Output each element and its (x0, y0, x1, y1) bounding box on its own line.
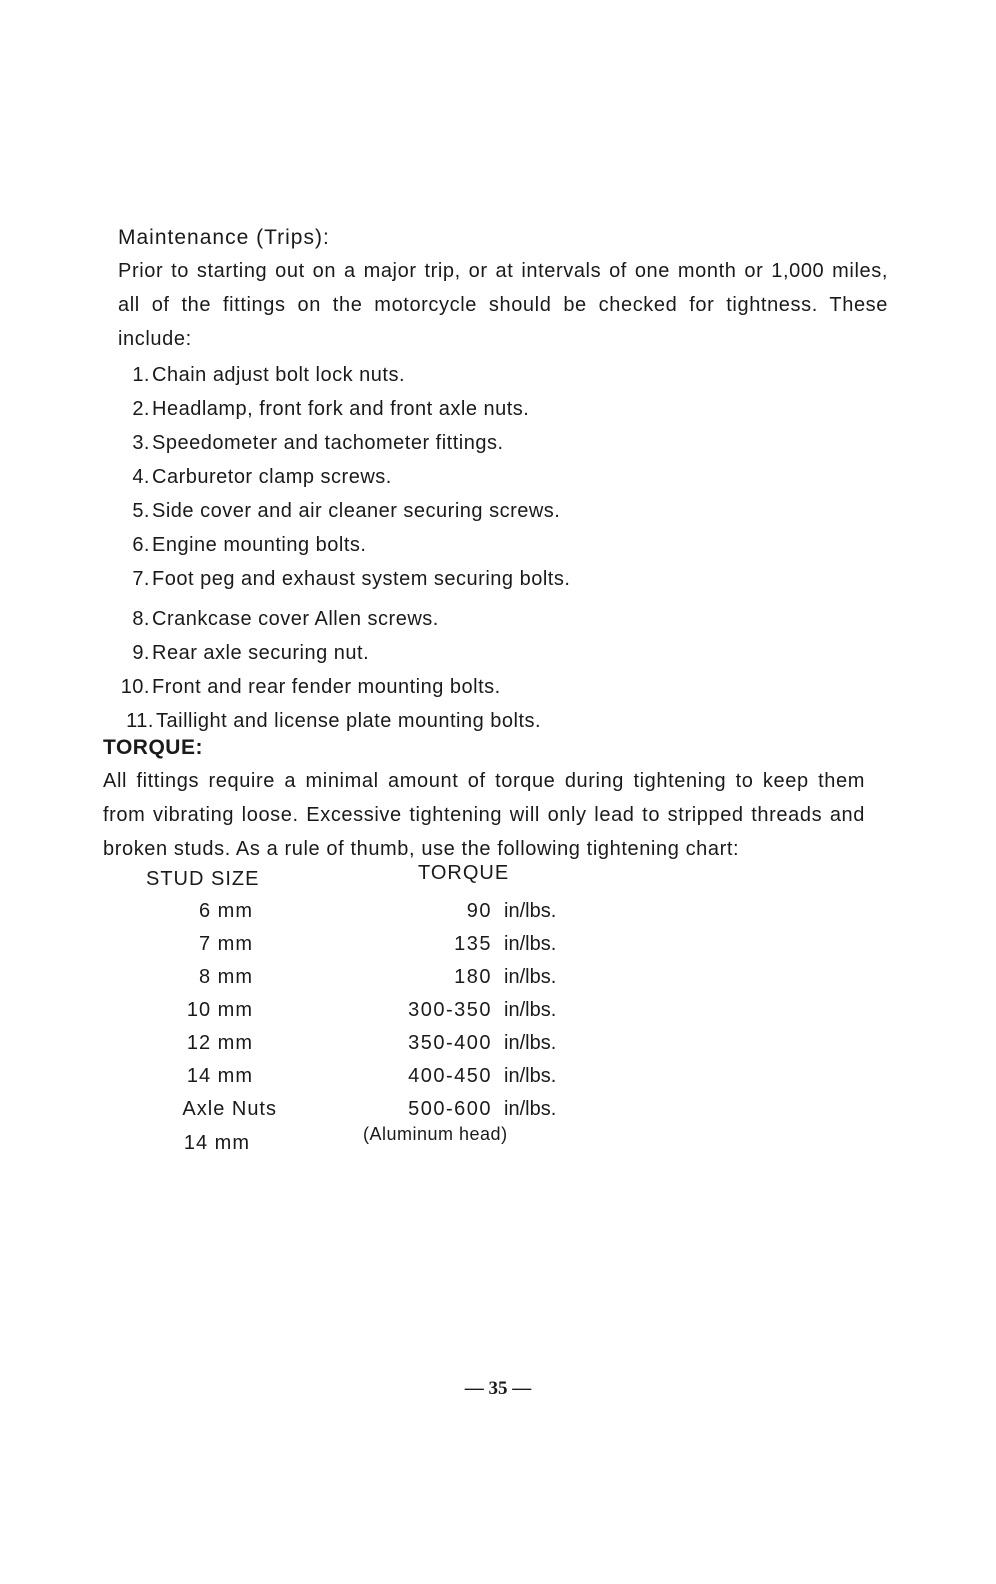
list-item (104, 494, 804, 528)
list-item (104, 460, 804, 494)
stud-size-cell: 14 mm (186, 1065, 253, 1087)
list-item (104, 602, 804, 636)
table-row (0, 933, 996, 966)
list-item (104, 392, 804, 426)
table-row (0, 1032, 996, 1065)
torque-value-cell: 90 (466, 900, 492, 922)
item-text: Foot peg and exhaust system securing bolts. (152, 567, 571, 590)
list-item (104, 528, 804, 562)
list-item (104, 704, 804, 738)
torque-unit-cell: in/lbs. (504, 966, 557, 988)
item-text: Side cover and air cleaner securing screws. (152, 499, 561, 522)
torque-value-cell: 300-350 (408, 999, 492, 1021)
list-item (104, 670, 804, 704)
item-number: 7. (132, 567, 150, 590)
torque-paragraph: All fittings require a minimal amount of torque during tightening to keep them from vibrating loose. Excessive tightening will only lead to stripped threads and broken studs. As a rule of thumb, use the following tightening chart: (103, 770, 865, 860)
intro-paragraph: Prior to starting out on a major trip, or at intervals of one month or 1,000 miles, all of the fittings on the motorcycle should be checked for tightness. These include: (118, 260, 888, 350)
torque-unit-cell: in/lbs. (504, 933, 557, 955)
list-item (104, 358, 804, 392)
page-number: — 35 — (464, 1378, 532, 1399)
table-row (0, 1065, 996, 1098)
table-row (0, 900, 996, 933)
stud-size-cell: 7 mm (199, 933, 253, 955)
item-text: Rear axle securing nut. (152, 641, 370, 664)
item-number: 4. (132, 465, 150, 488)
torque-value-cell: 350-400 (408, 1032, 492, 1054)
item-number: 9. (132, 641, 150, 664)
stud-size-cell: 10 mm (186, 999, 253, 1021)
item-text: Front and rear fender mounting bolts. (152, 675, 501, 698)
item-number: 3. (132, 431, 150, 454)
torque-value-cell: 135 (454, 933, 492, 955)
list-item (104, 636, 804, 670)
torque-unit-cell: in/lbs. (504, 1065, 557, 1087)
item-number: 1. (132, 363, 150, 386)
list-item (104, 426, 804, 460)
item-text: Engine mounting bolts. (152, 533, 367, 556)
item-number: 10. (120, 675, 150, 698)
item-text: Crankcase cover Allen screws. (152, 607, 439, 630)
table-row (0, 1124, 996, 1165)
torque-unit-cell: in/lbs. (504, 999, 557, 1021)
stud-size-cell: Axle Nuts (182, 1098, 277, 1120)
aluminum-head-note: (Aluminum head) (363, 1124, 508, 1144)
section-heading: Maintenance (Trips): (118, 226, 330, 249)
torque-value-cell: 180 (454, 966, 492, 988)
item-number: 11. (126, 709, 154, 732)
stud-size-cell: 12 mm (186, 1032, 253, 1054)
torque-value-cell: 500-600 (408, 1098, 492, 1120)
torque-unit-cell: in/lbs. (504, 1032, 557, 1054)
item-number: 6. (132, 533, 150, 556)
list-item (104, 562, 804, 596)
item-number: 8. (132, 607, 150, 630)
fittings-list (104, 358, 804, 738)
torque-unit-cell: in/lbs. (504, 900, 557, 922)
stud-size-cell: 14 mm (183, 1132, 250, 1154)
item-text: Carburetor clamp screws. (152, 465, 392, 488)
torque-unit-cell: in/lbs. (504, 1098, 557, 1120)
column-header-stud-size: STUD SIZE (146, 868, 260, 890)
item-number: 5. (132, 499, 150, 522)
item-text: Taillight and license plate mounting bolts. (156, 709, 542, 732)
stud-size-cell: 6 mm (199, 900, 253, 922)
table-row (0, 999, 996, 1032)
table-row (0, 966, 996, 999)
column-header-torque: TORQUE (418, 862, 510, 884)
item-number: 2. (132, 397, 150, 420)
item-text: Headlamp, front fork and front axle nuts. (152, 397, 530, 420)
item-text: Chain adjust bolt lock nuts. (152, 363, 406, 386)
item-text: Speedometer and tachometer fittings. (152, 431, 504, 454)
stud-size-cell: 8 mm (199, 966, 253, 988)
torque-value-cell: 400-450 (408, 1065, 492, 1087)
torque-heading: TORQUE: (103, 736, 203, 759)
